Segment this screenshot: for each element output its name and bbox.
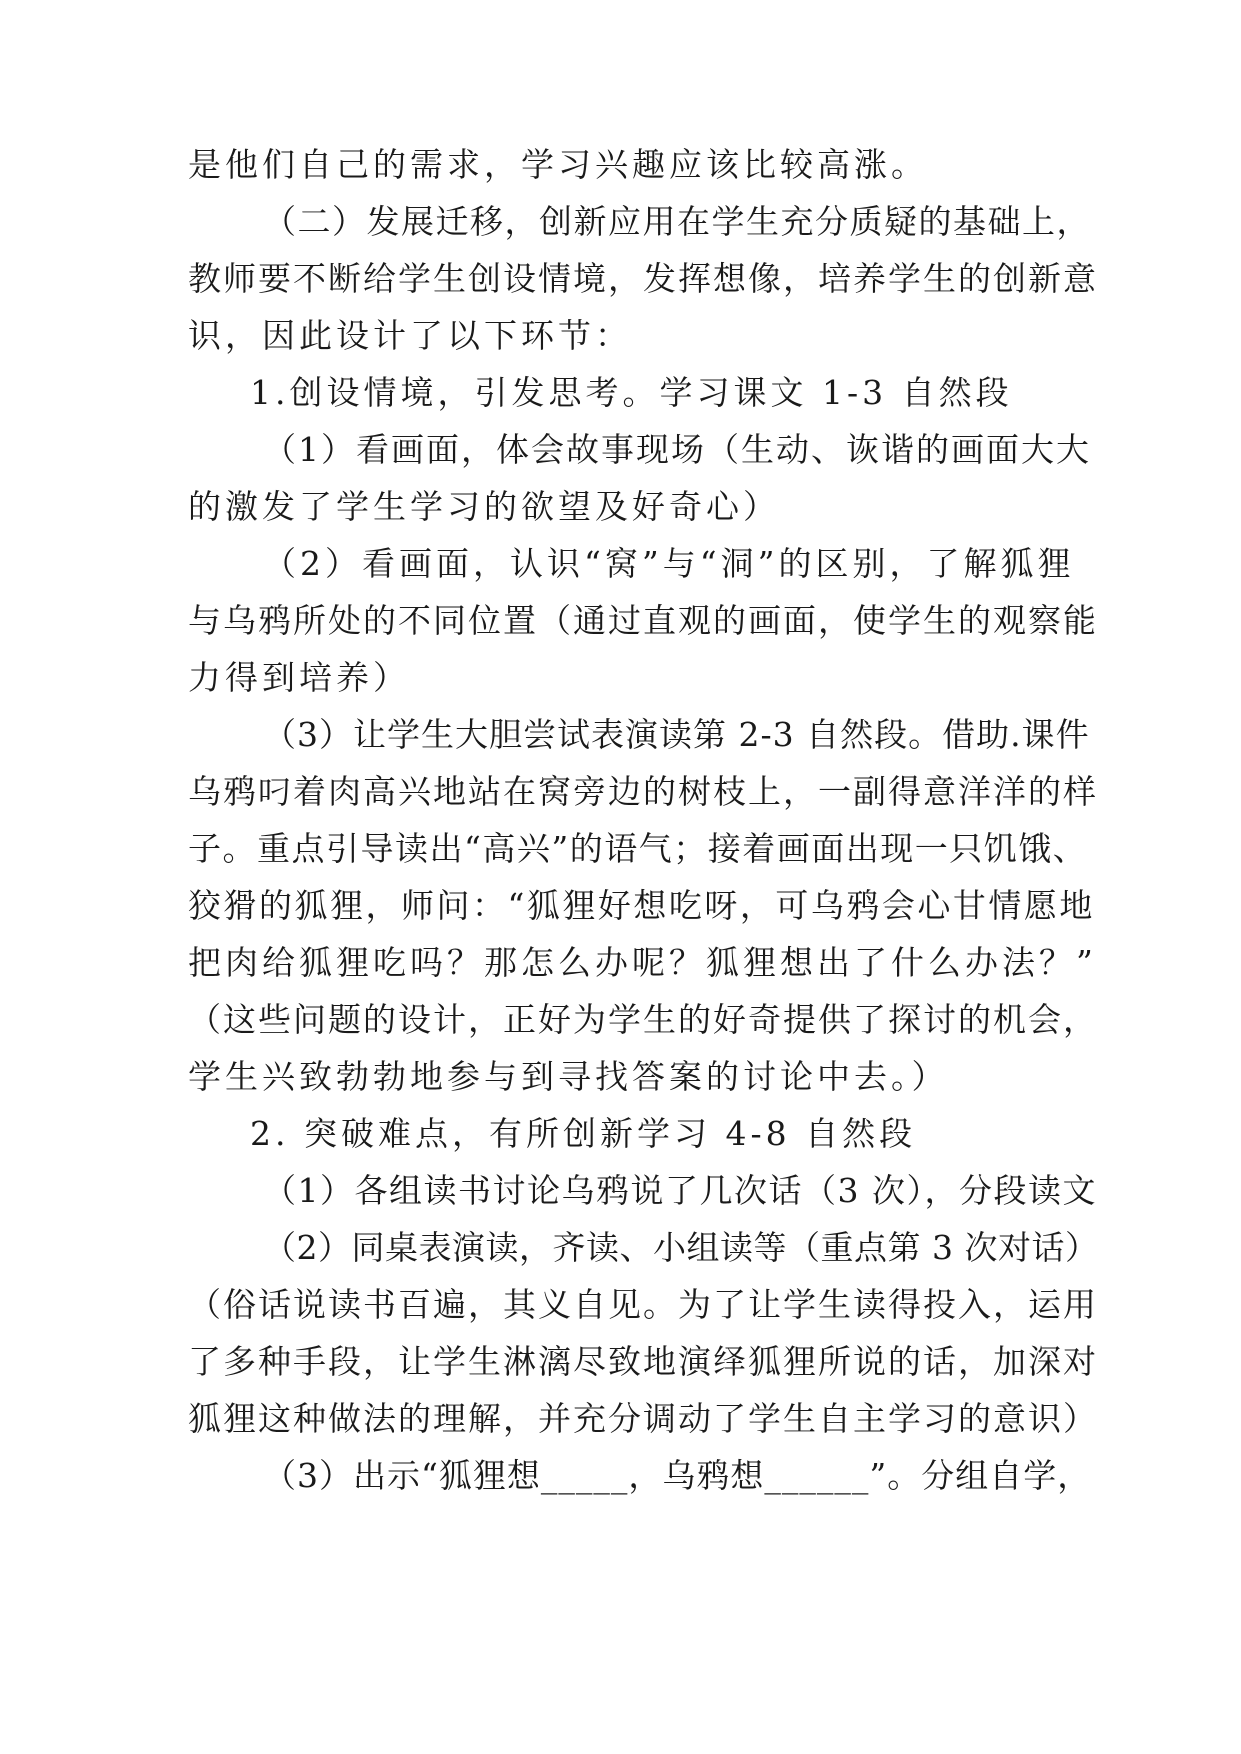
text-line: 的激发了学生学习的欲望及好奇心）	[188, 487, 780, 526]
text-line: （俗话说读书百遍，其义自见。为了让学生读得投入，运用	[188, 1285, 1098, 1324]
text-line: 狐狸这种做法的理解，并充分调动了学生自主学习的意识）	[188, 1399, 1098, 1438]
text-line: （3）出示“狐狸想_____，乌鸦想______”。分组自学，	[263, 1456, 1092, 1495]
text-line: 力得到培养）	[188, 658, 410, 697]
text-line: （这些问题的设计，正好为学生的好奇提供了探讨的机会，	[188, 1000, 1098, 1039]
text-line: （二）发展迁移，创新应用在学生充分质疑的基础上，	[263, 202, 1091, 241]
text-line: （2）同桌表演读，齐读、小组读等（重点第 3 次对话）	[263, 1228, 1099, 1267]
text-line: 狡猾的狐狸，师问：“狐狸好想吃呀，可乌鸦会心甘情愿地	[188, 886, 1095, 925]
text-line: 与乌鸦所处的不同位置（通过直观的画面，使学生的观察能	[188, 601, 1098, 640]
text-line: （1）各组读书讨论乌鸦说了几次话（3 次），分段读文	[263, 1171, 1097, 1210]
text-line: 学生兴致勃勃地参与到寻找答案的讨论中去。）	[188, 1057, 949, 1096]
text-line: 子。重点引导读出“高兴”的语气；接着画面出现一只饥饿、	[188, 829, 1088, 868]
text-line: 教师要不断给学生创设情境，发挥想像，培养学生的创新意	[188, 259, 1098, 298]
text-line: 把肉给狐狸吃吗？那怎么办呢？狐狸想出了什么办法？”	[188, 943, 1097, 982]
text-line: 乌鸦叼着肉高兴地站在窝旁边的树枝上，一副得意洋洋的样	[188, 772, 1098, 811]
text-line: （3）让学生大胆尝试表演读第 2-3 自然段。借助.课件	[263, 715, 1090, 754]
text-line: （1）看画面，体会故事现场（生动、诙谐的画面大大	[263, 430, 1091, 469]
text-line: 2. 突破难点，有所创新学习 4-8 自然段	[250, 1114, 917, 1153]
text-line: 识，因此设计了以下环节：	[188, 316, 632, 355]
text-line: （2）看画面，认识“窝”与“洞”的区别，了解狐狸	[263, 544, 1075, 583]
text-line: 了多种手段，让学生淋漓尽致地演绎狐狸所说的话，加深对	[188, 1342, 1098, 1381]
text-line: 是他们自己的需求，学习兴趣应该比较高涨。	[188, 145, 928, 184]
text-line: 1.创设情境，引发思考。学习课文 1-3 自然段	[250, 373, 1013, 412]
